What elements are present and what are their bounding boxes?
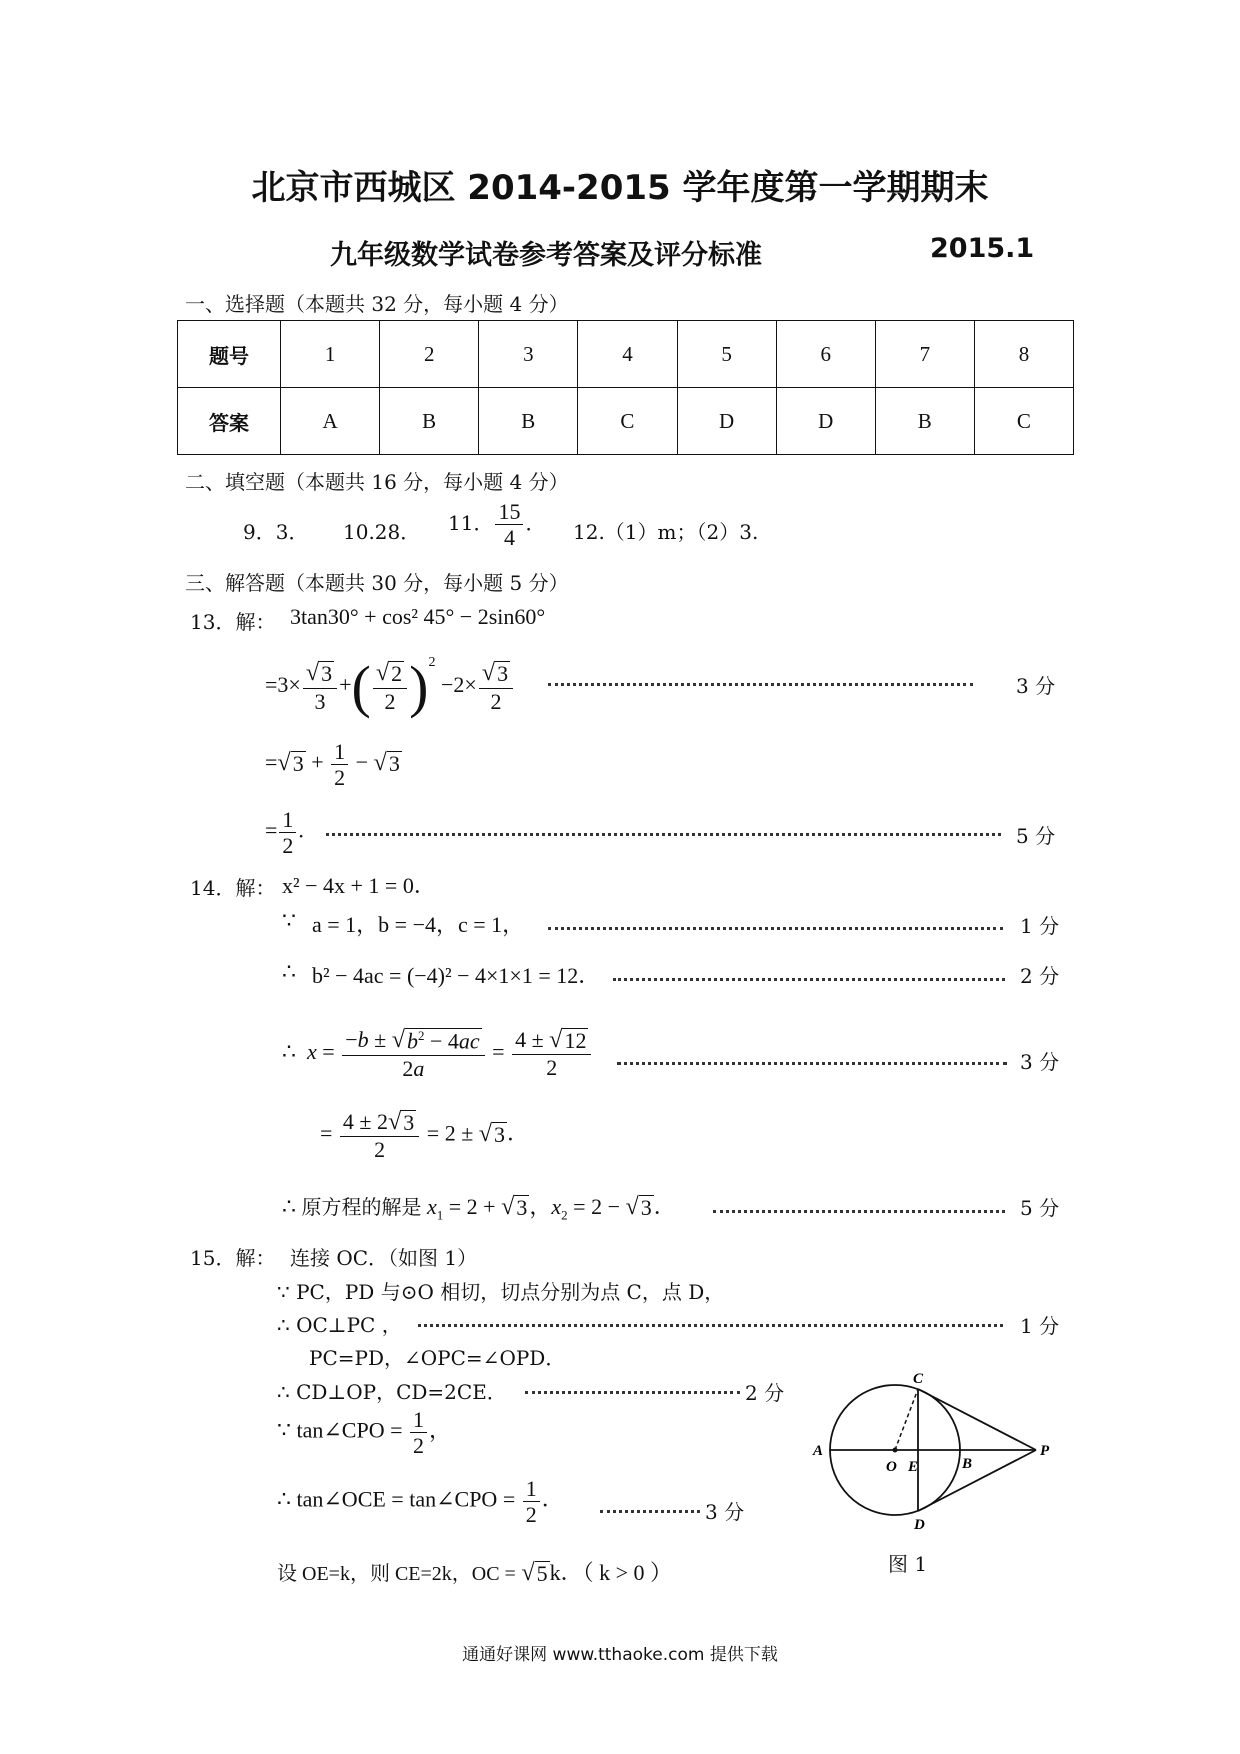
q15-line6-text: ∵ tan∠CPO = [277,1417,403,1443]
label-d: D [914,1517,925,1530]
page-title: 北京市西城区 2014-2015 学年度第一学期期末 [251,168,989,208]
q14-conclusion-text: 原方程的解是 [301,1197,422,1219]
q15-line7: ∴ tan∠OCE = tan∠CPO = $\frac{1}{2}$ ． [277,1476,564,1528]
score-q13-a: 3 分 [1016,674,1056,698]
line-dp [918,1450,1036,1511]
section2-heading: 二、填空题（本题共 16 分，每小题 4 分） [185,470,569,494]
q13-step3: = $\frac{1}{2}$ . [265,807,304,859]
leader-dots [548,683,973,686]
q14-coefficients: a = 1，b = −4，c = 1， [312,912,525,937]
q14-therefore: ∴ [282,959,296,984]
q14-discriminant: b² − 4ac = (−4)² − 4×1×1 = 12． [312,963,601,988]
score-q14-a: 1 分 [1020,914,1060,938]
table-cell: 4 [578,321,677,388]
q15-line8-text: 设 OE=k，则 CE=2k，OC = [277,1563,516,1585]
q15-line8: 设 OE=k，则 CE=2k，OC = √ 5 k．（ k > 0 ） [277,1559,673,1586]
table-cell: 6 [776,321,875,388]
label-e: E [908,1459,919,1475]
score-q15-b: 2 分 [745,1381,785,1405]
table-cell: D [776,388,875,455]
answer-q9: 9．3． [243,520,309,544]
leader-dots [418,1324,1003,1327]
page-date: 2015.1 [930,233,1035,264]
q15-line5: ∴ CD⊥OP，CD=2CE． [277,1380,507,1404]
answer-q10: 10.28． [343,520,421,544]
point-o [893,1448,898,1453]
leader-dots [548,927,1003,930]
page-subtitle: 九年级数学试卷参考答案及评分标准 [330,240,762,271]
answer-q12: 12.（1）m；（2）3. [573,520,759,544]
table-cell: 8 [974,321,1073,388]
q15-line8-tail: k．（ k > 0 ） [549,1560,673,1585]
answer-table [177,320,1074,455]
score-q14-b: 2 分 [1020,964,1060,988]
q15-line6: ∵ tan∠CPO = $\frac{1}{2}$ ， [277,1407,452,1459]
row-label-answer: 答案 [178,388,281,455]
table-cell: 2 [380,321,479,388]
footer-text: 通通好课网 www.tthaoke.com 提供下载 [462,1645,778,1665]
q14-simplify: = 4 ± 2 √ 3 2 = 2 ± √ 3 ． [320,1108,530,1163]
fraction-denominator: 2 [525,1502,537,1528]
score-q13-b: 5 分 [1016,824,1056,848]
leader-dots [713,1210,1005,1213]
q11-fraction [495,500,523,549]
leader-dots [525,1391,740,1394]
table-cell: C [578,388,677,455]
score-q14-c: 3 分 [1020,1050,1060,1074]
label-p: P [1040,1443,1050,1459]
figure-caption: 图 1 [888,1552,928,1576]
q13-step1: =3× √ 3 3 +( √ 2 2 )$^2$ −2× √ 3 2 [265,655,515,716]
line-oc-dashed [895,1389,918,1450]
leader-dots [613,978,1005,981]
q14-because: ∵ [282,908,296,933]
table-cell: 1 [281,321,380,388]
q11-denominator: 4 [503,525,515,551]
fraction-numerator: 1 [410,1408,427,1433]
label-a: A [813,1443,824,1459]
answer-q11: 11． $\frac{15}{4}$ ． [448,499,546,551]
q15-line3: ∴ OC⊥PC ， [277,1313,402,1337]
table-row [178,321,1074,388]
table-row [178,388,1074,455]
q15-line2: ∵ PC，PD 与⊙O 相切，切点分别为点 C，点 D， [277,1280,725,1304]
q13-step2: = √ 3 + $\frac{1}{2}$ − √ 3 [265,739,400,791]
table-cell: A [281,388,380,455]
table-cell: B [875,388,974,455]
leader-dots [326,833,1001,836]
label-o: O [886,1459,897,1475]
score-q15-a: 1 分 [1020,1314,1060,1338]
table-cell: 7 [875,321,974,388]
label-b: B [962,1456,973,1472]
q13-label: 13．解： [190,610,276,634]
q14-conclusion: ∴ 原方程的解是 $x_1 = 2$ + √ 3 ，$x_2 = 2$ − √ 3 ． [282,1193,676,1223]
q14-formula: ∴ x = −b ± √ $b^2 - 4ac$ 2a = 4 ± √ 12 2 [282,1028,593,1080]
line-cp [918,1389,1036,1450]
table-cell: 5 [677,321,776,388]
leader-dots [600,1510,700,1513]
q15-label: 15．解： [190,1246,276,1270]
q13-expression: 3tan30° + cos² 45° − 2sin60° [290,604,546,629]
table-cell: B [380,388,479,455]
q14-equation: x² − 4x + 1 = 0． [282,873,436,898]
score-q14-d: 5 分 [1020,1196,1060,1220]
figure-1-diagram [810,1365,1070,1530]
table-cell: D [677,388,776,455]
row-label-number: 题号 [178,321,281,388]
table-cell: 3 [479,321,578,388]
section1-heading: 一、选择题（本题共 32 分，每小题 4 分） [185,292,569,316]
leader-dots [617,1062,1007,1065]
fraction-numerator: 1 [523,1477,540,1502]
q15-line1: 连接 OC．（如图 1） [290,1246,478,1270]
section3-heading: 三、解答题（本题共 30 分，每小题 5 分） [185,571,569,595]
label-c: C [913,1371,924,1387]
q11-numerator: 15 [495,500,523,525]
q11-label: 11． [448,511,494,536]
table-cell: B [479,388,578,455]
fraction-denominator: 2 [413,1433,425,1459]
table-cell: C [974,388,1073,455]
q15-line7-text: ∴ tan∠OCE = tan∠CPO = [277,1486,516,1512]
q15-line4: PC=PD，∠OPC=∠OPD． [309,1346,566,1370]
q14-label: 14．解： [190,876,276,900]
score-q15-c: 3 分 [705,1500,745,1524]
